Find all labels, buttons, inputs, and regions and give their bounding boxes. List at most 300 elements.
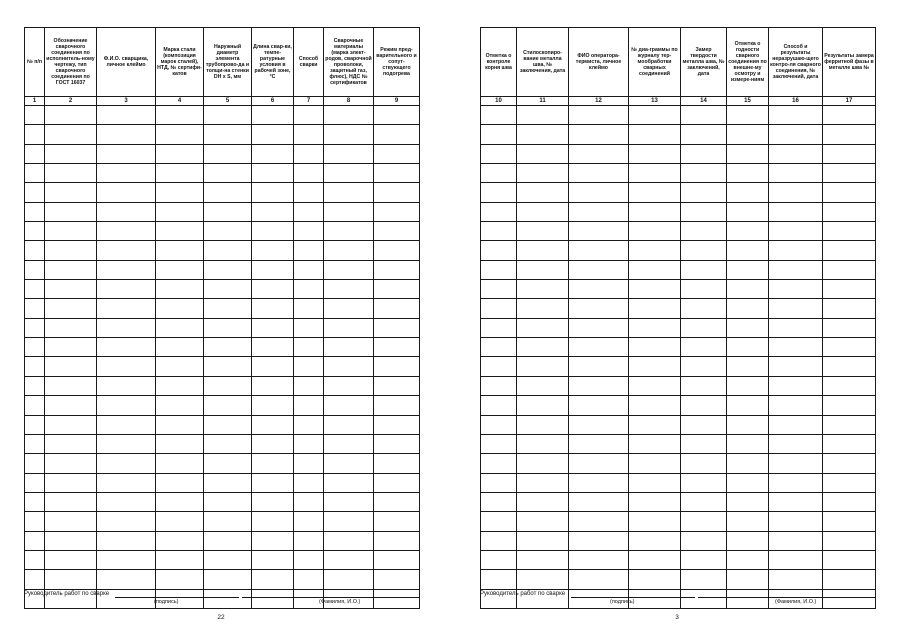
journal-cell[interactable]: [324, 376, 374, 395]
journal-cell[interactable]: [727, 144, 769, 163]
journal-cell[interactable]: [823, 492, 876, 511]
journal-cell[interactable]: [481, 106, 517, 125]
journal-cell[interactable]: [374, 144, 420, 163]
journal-cell[interactable]: [45, 512, 97, 531]
journal-cell[interactable]: [294, 299, 324, 318]
journal-cell[interactable]: [252, 512, 294, 531]
journal-cell[interactable]: [681, 318, 727, 337]
journal-cell[interactable]: [681, 550, 727, 569]
journal-cell[interactable]: [294, 434, 324, 453]
journal-cell[interactable]: [45, 492, 97, 511]
journal-cell[interactable]: [823, 434, 876, 453]
journal-cell[interactable]: [823, 357, 876, 376]
journal-cell[interactable]: [324, 473, 374, 492]
journal-cell[interactable]: [727, 299, 769, 318]
journal-cell[interactable]: [156, 144, 204, 163]
journal-cell[interactable]: [97, 241, 156, 260]
journal-cell[interactable]: [156, 454, 204, 473]
journal-cell[interactable]: [569, 318, 629, 337]
journal-cell[interactable]: [252, 492, 294, 511]
journal-cell[interactable]: [769, 512, 823, 531]
journal-cell[interactable]: [629, 125, 681, 144]
journal-cell[interactable]: [629, 222, 681, 241]
journal-cell[interactable]: [294, 260, 324, 279]
journal-cell[interactable]: [97, 202, 156, 221]
journal-cell[interactable]: [374, 202, 420, 221]
journal-cell[interactable]: [481, 531, 517, 550]
journal-cell[interactable]: [324, 512, 374, 531]
journal-cell[interactable]: [204, 222, 252, 241]
journal-cell[interactable]: [481, 299, 517, 318]
journal-cell[interactable]: [727, 106, 769, 125]
journal-cell[interactable]: [252, 396, 294, 415]
journal-cell[interactable]: [629, 415, 681, 434]
journal-cell[interactable]: [481, 318, 517, 337]
journal-cell[interactable]: [569, 144, 629, 163]
journal-cell[interactable]: [569, 164, 629, 183]
journal-cell[interactable]: [252, 415, 294, 434]
journal-cell[interactable]: [681, 202, 727, 221]
journal-cell[interactable]: [374, 550, 420, 569]
journal-cell[interactable]: [252, 357, 294, 376]
journal-cell[interactable]: [204, 570, 252, 589]
journal-cell[interactable]: [481, 260, 517, 279]
journal-cell[interactable]: [517, 454, 569, 473]
journal-cell[interactable]: [823, 260, 876, 279]
journal-cell[interactable]: [204, 125, 252, 144]
journal-cell[interactable]: [374, 396, 420, 415]
journal-cell[interactable]: [481, 222, 517, 241]
journal-cell[interactable]: [681, 338, 727, 357]
journal-cell[interactable]: [45, 164, 97, 183]
journal-cell[interactable]: [97, 164, 156, 183]
journal-cell[interactable]: [294, 202, 324, 221]
journal-cell[interactable]: [45, 550, 97, 569]
journal-cell[interactable]: [769, 299, 823, 318]
journal-cell[interactable]: [769, 396, 823, 415]
journal-cell[interactable]: [681, 492, 727, 511]
journal-cell[interactable]: [97, 550, 156, 569]
journal-cell[interactable]: [25, 396, 45, 415]
journal-cell[interactable]: [727, 280, 769, 299]
journal-cell[interactable]: [204, 357, 252, 376]
journal-cell[interactable]: [517, 415, 569, 434]
journal-cell[interactable]: [252, 434, 294, 453]
journal-cell[interactable]: [25, 164, 45, 183]
journal-cell[interactable]: [45, 396, 97, 415]
journal-cell[interactable]: [569, 241, 629, 260]
journal-cell[interactable]: [45, 144, 97, 163]
journal-cell[interactable]: [823, 415, 876, 434]
journal-cell[interactable]: [769, 570, 823, 589]
journal-cell[interactable]: [25, 202, 45, 221]
journal-cell[interactable]: [252, 338, 294, 357]
journal-cell[interactable]: [481, 570, 517, 589]
journal-cell[interactable]: [769, 357, 823, 376]
journal-cell[interactable]: [97, 260, 156, 279]
journal-cell[interactable]: [681, 241, 727, 260]
journal-cell[interactable]: [324, 241, 374, 260]
journal-cell[interactable]: [823, 531, 876, 550]
journal-cell[interactable]: [481, 415, 517, 434]
journal-cell[interactable]: [25, 550, 45, 569]
journal-cell[interactable]: [517, 512, 569, 531]
journal-cell[interactable]: [294, 454, 324, 473]
journal-cell[interactable]: [25, 570, 45, 589]
journal-cell[interactable]: [204, 144, 252, 163]
journal-cell[interactable]: [481, 280, 517, 299]
journal-cell[interactable]: [324, 318, 374, 337]
journal-cell[interactable]: [569, 396, 629, 415]
journal-cell[interactable]: [681, 280, 727, 299]
journal-cell[interactable]: [769, 106, 823, 125]
journal-cell[interactable]: [252, 183, 294, 202]
journal-cell[interactable]: [727, 376, 769, 395]
journal-cell[interactable]: [156, 550, 204, 569]
journal-cell[interactable]: [727, 241, 769, 260]
journal-cell[interactable]: [517, 550, 569, 569]
journal-cell[interactable]: [204, 280, 252, 299]
journal-cell[interactable]: [294, 492, 324, 511]
journal-cell[interactable]: [823, 454, 876, 473]
journal-cell[interactable]: [517, 202, 569, 221]
journal-cell[interactable]: [294, 415, 324, 434]
journal-cell[interactable]: [156, 106, 204, 125]
journal-cell[interactable]: [204, 241, 252, 260]
journal-cell[interactable]: [324, 260, 374, 279]
journal-cell[interactable]: [629, 260, 681, 279]
journal-cell[interactable]: [727, 434, 769, 453]
journal-cell[interactable]: [769, 473, 823, 492]
journal-cell[interactable]: [204, 492, 252, 511]
journal-cell[interactable]: [45, 260, 97, 279]
journal-cell[interactable]: [252, 222, 294, 241]
journal-cell[interactable]: [629, 106, 681, 125]
journal-cell[interactable]: [681, 183, 727, 202]
journal-cell[interactable]: [569, 338, 629, 357]
journal-cell[interactable]: [569, 299, 629, 318]
journal-cell[interactable]: [25, 260, 45, 279]
journal-cell[interactable]: [252, 106, 294, 125]
journal-cell[interactable]: [324, 202, 374, 221]
journal-cell[interactable]: [25, 318, 45, 337]
journal-cell[interactable]: [727, 492, 769, 511]
journal-cell[interactable]: [156, 318, 204, 337]
journal-cell[interactable]: [769, 183, 823, 202]
journal-cell[interactable]: [823, 376, 876, 395]
journal-cell[interactable]: [681, 106, 727, 125]
journal-cell[interactable]: [97, 434, 156, 453]
journal-cell[interactable]: [629, 473, 681, 492]
journal-cell[interactable]: [569, 512, 629, 531]
journal-cell[interactable]: [681, 125, 727, 144]
journal-cell[interactable]: [517, 492, 569, 511]
journal-cell[interactable]: [204, 415, 252, 434]
journal-cell[interactable]: [823, 125, 876, 144]
journal-cell[interactable]: [769, 260, 823, 279]
journal-cell[interactable]: [204, 202, 252, 221]
journal-cell[interactable]: [769, 550, 823, 569]
journal-cell[interactable]: [517, 299, 569, 318]
journal-cell[interactable]: [569, 376, 629, 395]
journal-cell[interactable]: [324, 183, 374, 202]
journal-cell[interactable]: [629, 183, 681, 202]
journal-cell[interactable]: [569, 492, 629, 511]
journal-cell[interactable]: [324, 106, 374, 125]
journal-cell[interactable]: [324, 550, 374, 569]
journal-cell[interactable]: [97, 183, 156, 202]
journal-cell[interactable]: [45, 434, 97, 453]
journal-cell[interactable]: [727, 222, 769, 241]
journal-cell[interactable]: [769, 144, 823, 163]
journal-cell[interactable]: [481, 492, 517, 511]
journal-cell[interactable]: [727, 183, 769, 202]
journal-cell[interactable]: [97, 531, 156, 550]
journal-cell[interactable]: [25, 531, 45, 550]
journal-cell[interactable]: [156, 125, 204, 144]
journal-cell[interactable]: [517, 164, 569, 183]
journal-cell[interactable]: [823, 241, 876, 260]
journal-cell[interactable]: [374, 280, 420, 299]
journal-cell[interactable]: [481, 144, 517, 163]
journal-cell[interactable]: [517, 318, 569, 337]
journal-cell[interactable]: [629, 396, 681, 415]
journal-cell[interactable]: [629, 280, 681, 299]
journal-cell[interactable]: [97, 357, 156, 376]
journal-cell[interactable]: [569, 280, 629, 299]
journal-cell[interactable]: [481, 241, 517, 260]
journal-cell[interactable]: [97, 396, 156, 415]
journal-cell[interactable]: [374, 473, 420, 492]
journal-cell[interactable]: [517, 106, 569, 125]
journal-cell[interactable]: [681, 164, 727, 183]
journal-cell[interactable]: [769, 338, 823, 357]
journal-cell[interactable]: [97, 415, 156, 434]
journal-cell[interactable]: [569, 550, 629, 569]
journal-cell[interactable]: [374, 260, 420, 279]
journal-cell[interactable]: [681, 222, 727, 241]
journal-cell[interactable]: [324, 396, 374, 415]
journal-cell[interactable]: [569, 106, 629, 125]
journal-cell[interactable]: [569, 531, 629, 550]
journal-cell[interactable]: [294, 357, 324, 376]
journal-cell[interactable]: [97, 570, 156, 589]
journal-cell[interactable]: [517, 125, 569, 144]
journal-cell[interactable]: [481, 396, 517, 415]
journal-cell[interactable]: [374, 512, 420, 531]
journal-cell[interactable]: [569, 202, 629, 221]
journal-cell[interactable]: [97, 512, 156, 531]
journal-cell[interactable]: [769, 222, 823, 241]
journal-cell[interactable]: [769, 280, 823, 299]
journal-cell[interactable]: [823, 299, 876, 318]
journal-cell[interactable]: [45, 454, 97, 473]
journal-cell[interactable]: [25, 492, 45, 511]
journal-cell[interactable]: [156, 338, 204, 357]
journal-cell[interactable]: [727, 531, 769, 550]
journal-cell[interactable]: [156, 512, 204, 531]
journal-cell[interactable]: [324, 144, 374, 163]
journal-cell[interactable]: [294, 106, 324, 125]
journal-cell[interactable]: [629, 144, 681, 163]
journal-cell[interactable]: [324, 222, 374, 241]
journal-cell[interactable]: [97, 299, 156, 318]
journal-cell[interactable]: [517, 434, 569, 453]
journal-cell[interactable]: [45, 280, 97, 299]
journal-cell[interactable]: [374, 183, 420, 202]
journal-cell[interactable]: [204, 531, 252, 550]
journal-cell[interactable]: [481, 338, 517, 357]
journal-cell[interactable]: [204, 183, 252, 202]
journal-cell[interactable]: [629, 570, 681, 589]
journal-cell[interactable]: [25, 125, 45, 144]
journal-cell[interactable]: [569, 454, 629, 473]
journal-cell[interactable]: [252, 376, 294, 395]
journal-cell[interactable]: [823, 338, 876, 357]
journal-cell[interactable]: [156, 241, 204, 260]
journal-cell[interactable]: [374, 299, 420, 318]
journal-cell[interactable]: [629, 241, 681, 260]
journal-cell[interactable]: [252, 241, 294, 260]
journal-cell[interactable]: [517, 260, 569, 279]
journal-cell[interactable]: [156, 434, 204, 453]
journal-cell[interactable]: [324, 570, 374, 589]
journal-cell[interactable]: [374, 338, 420, 357]
journal-cell[interactable]: [569, 125, 629, 144]
journal-cell[interactable]: [25, 183, 45, 202]
journal-cell[interactable]: [727, 570, 769, 589]
journal-cell[interactable]: [769, 376, 823, 395]
journal-cell[interactable]: [629, 376, 681, 395]
journal-cell[interactable]: [25, 338, 45, 357]
journal-cell[interactable]: [324, 125, 374, 144]
journal-cell[interactable]: [629, 318, 681, 337]
journal-cell[interactable]: [252, 144, 294, 163]
journal-cell[interactable]: [629, 338, 681, 357]
journal-cell[interactable]: [97, 454, 156, 473]
journal-cell[interactable]: [252, 550, 294, 569]
journal-cell[interactable]: [252, 299, 294, 318]
journal-cell[interactable]: [374, 492, 420, 511]
journal-cell[interactable]: [45, 125, 97, 144]
journal-cell[interactable]: [294, 280, 324, 299]
journal-cell[interactable]: [252, 531, 294, 550]
journal-cell[interactable]: [324, 531, 374, 550]
journal-cell[interactable]: [294, 550, 324, 569]
journal-cell[interactable]: [156, 222, 204, 241]
journal-cell[interactable]: [252, 570, 294, 589]
journal-cell[interactable]: [25, 144, 45, 163]
journal-cell[interactable]: [25, 222, 45, 241]
journal-cell[interactable]: [569, 570, 629, 589]
journal-cell[interactable]: [517, 144, 569, 163]
journal-cell[interactable]: [727, 202, 769, 221]
journal-cell[interactable]: [569, 183, 629, 202]
journal-cell[interactable]: [481, 125, 517, 144]
journal-cell[interactable]: [324, 454, 374, 473]
journal-cell[interactable]: [681, 357, 727, 376]
journal-cell[interactable]: [294, 570, 324, 589]
journal-cell[interactable]: [481, 434, 517, 453]
journal-cell[interactable]: [517, 570, 569, 589]
journal-cell[interactable]: [97, 492, 156, 511]
journal-cell[interactable]: [769, 415, 823, 434]
journal-cell[interactable]: [374, 125, 420, 144]
journal-cell[interactable]: [629, 550, 681, 569]
journal-cell[interactable]: [374, 415, 420, 434]
journal-cell[interactable]: [294, 241, 324, 260]
journal-cell[interactable]: [45, 106, 97, 125]
journal-cell[interactable]: [517, 357, 569, 376]
journal-cell[interactable]: [294, 164, 324, 183]
journal-cell[interactable]: [481, 357, 517, 376]
journal-cell[interactable]: [204, 434, 252, 453]
journal-cell[interactable]: [374, 434, 420, 453]
journal-cell[interactable]: [45, 202, 97, 221]
journal-cell[interactable]: [727, 512, 769, 531]
journal-cell[interactable]: [97, 280, 156, 299]
journal-cell[interactable]: [204, 396, 252, 415]
journal-cell[interactable]: [156, 492, 204, 511]
journal-cell[interactable]: [45, 299, 97, 318]
journal-cell[interactable]: [517, 183, 569, 202]
journal-cell[interactable]: [252, 454, 294, 473]
journal-cell[interactable]: [156, 473, 204, 492]
journal-cell[interactable]: [727, 473, 769, 492]
journal-cell[interactable]: [97, 222, 156, 241]
journal-cell[interactable]: [45, 415, 97, 434]
journal-cell[interactable]: [204, 454, 252, 473]
journal-cell[interactable]: [204, 318, 252, 337]
journal-cell[interactable]: [823, 106, 876, 125]
journal-cell[interactable]: [45, 222, 97, 241]
journal-cell[interactable]: [294, 222, 324, 241]
journal-cell[interactable]: [156, 183, 204, 202]
journal-cell[interactable]: [156, 376, 204, 395]
journal-cell[interactable]: [25, 473, 45, 492]
journal-cell[interactable]: [156, 531, 204, 550]
journal-cell[interactable]: [204, 338, 252, 357]
journal-cell[interactable]: [324, 434, 374, 453]
journal-cell[interactable]: [727, 164, 769, 183]
journal-cell[interactable]: [97, 376, 156, 395]
journal-cell[interactable]: [374, 454, 420, 473]
journal-cell[interactable]: [823, 570, 876, 589]
journal-cell[interactable]: [681, 299, 727, 318]
journal-cell[interactable]: [45, 318, 97, 337]
journal-cell[interactable]: [374, 106, 420, 125]
journal-cell[interactable]: [25, 241, 45, 260]
journal-cell[interactable]: [204, 550, 252, 569]
journal-cell[interactable]: [374, 318, 420, 337]
journal-cell[interactable]: [823, 202, 876, 221]
journal-cell[interactable]: [681, 376, 727, 395]
journal-cell[interactable]: [823, 183, 876, 202]
journal-cell[interactable]: [25, 454, 45, 473]
journal-cell[interactable]: [25, 415, 45, 434]
journal-cell[interactable]: [517, 338, 569, 357]
journal-cell[interactable]: [45, 183, 97, 202]
journal-cell[interactable]: [97, 318, 156, 337]
journal-cell[interactable]: [294, 531, 324, 550]
journal-cell[interactable]: [324, 280, 374, 299]
journal-cell[interactable]: [727, 260, 769, 279]
journal-cell[interactable]: [769, 454, 823, 473]
journal-cell[interactable]: [769, 492, 823, 511]
journal-cell[interactable]: [156, 415, 204, 434]
journal-cell[interactable]: [252, 318, 294, 337]
journal-cell[interactable]: [294, 473, 324, 492]
